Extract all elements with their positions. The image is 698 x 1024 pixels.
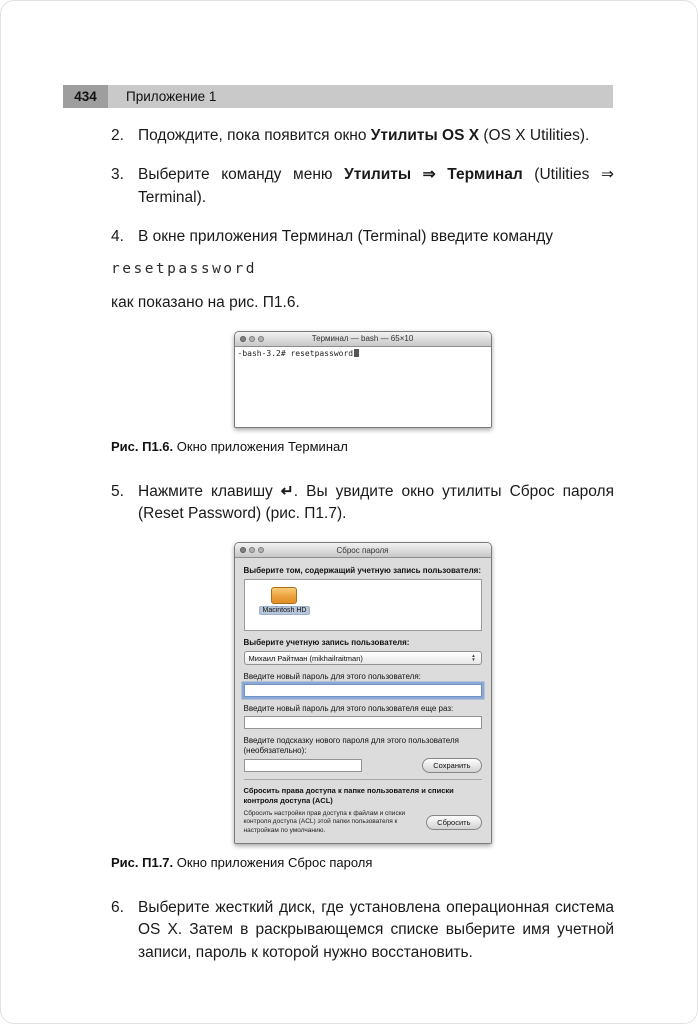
bold-run: Терминал <box>447 166 523 184</box>
password-field <box>244 684 482 697</box>
list-item-3 <box>111 164 614 209</box>
caption-text: Окно приложения Сброс пароля <box>173 855 373 870</box>
text-run: Выберите жесткий диск, где установлена операционная система OS X. Затем в раскрывающемся списке выберите имя учетной записи, пароль к которой нужно восстановить. <box>138 899 614 961</box>
terminal-window <box>234 331 492 428</box>
text-after-code: как показано на рис. П1.6. <box>111 294 300 312</box>
list-number-6: 6. <box>111 899 124 916</box>
terminal-output <box>235 347 491 427</box>
reset-window-title: Сброс пароля <box>336 545 389 555</box>
list-number-5: 5. <box>111 482 124 500</box>
account-popup-button <box>244 651 482 665</box>
hint-row <box>244 758 482 773</box>
hard-drive-icon <box>271 587 297 604</box>
reset-password-window <box>234 542 492 844</box>
account-heading: Выберите учетную запись пользователя: <box>243 638 410 648</box>
page-header <box>63 85 613 108</box>
text-run: Нажмите клавишу <box>138 482 281 500</box>
text-run: Выберите команду меню <box>138 166 345 184</box>
text-run: В окне приложения Терминал (Terminal) введите команду <box>138 227 553 245</box>
bold-run: Утилиты <box>344 166 412 184</box>
volume-name: Macintosh HD <box>259 606 311 615</box>
terminal-prompt-text: -bash-3.2# resetpassword <box>237 348 354 358</box>
caption-label: Рис. П1.7. <box>111 855 174 870</box>
minimize-button-icon <box>249 336 255 342</box>
account-popup-value: Михаил Райтман (mikhailraitman) <box>248 653 363 663</box>
hint-field <box>244 759 362 772</box>
figure-reset-password <box>111 542 614 844</box>
list-item-6 <box>111 897 614 964</box>
password2-label: Введите новый пароль для этого пользователя еще раз: <box>243 704 454 714</box>
list-item-5 <box>111 481 614 526</box>
acl-row <box>244 810 482 835</box>
text-run: . Вы увидите окно утилиты Сброс пароля (Reset Password) (рис. П1.7). <box>138 482 614 522</box>
spacer <box>111 870 614 897</box>
list-item-4 <box>111 226 614 248</box>
terminal-cursor <box>354 349 359 357</box>
caption-fig-p1-7 <box>111 855 614 870</box>
page-content <box>111 125 614 981</box>
figure-terminal <box>111 331 614 428</box>
save-button: Сохранить <box>422 758 481 773</box>
bold-run: Утилиты OS X <box>370 127 480 144</box>
password2-field <box>244 716 482 729</box>
separator <box>244 779 482 780</box>
volume-list <box>244 579 482 631</box>
running-head: Приложение 1 <box>126 89 217 104</box>
terminal-window-title: Терминал — bash — 65×10 <box>311 334 414 344</box>
list-number-2: 2. <box>111 127 124 144</box>
list-item-2 <box>111 125 614 147</box>
acl-heading: Сбросить права доступа к папке пользователя и списки контроля доступа (ACL) <box>243 786 454 805</box>
list-number-3: 3. <box>111 166 124 184</box>
return-key-icon: ↵ <box>280 482 294 500</box>
page-number: 434 <box>63 85 108 108</box>
volume-item-macintosh-hd <box>259 587 311 615</box>
list-number-4: 4. <box>111 227 124 245</box>
terminal-titlebar <box>235 332 491 347</box>
spacer <box>111 454 614 481</box>
hint-label: Введите подсказку нового пароля для этого пользователя (необязательно): <box>243 736 459 756</box>
minimize-button-icon <box>249 547 255 553</box>
password-label: Введите новый пароль для этого пользователя: <box>243 672 421 682</box>
text-run: Подождите, пока появится окно <box>138 127 371 144</box>
zoom-button-icon <box>258 336 264 342</box>
caption-fig-p1-6 <box>111 439 614 454</box>
volume-heading: Выберите том, содержащий учетную запись пользователя: <box>243 566 481 576</box>
text-run: (Utilities ⇒ Terminal). <box>138 166 614 206</box>
caption-text: Окно приложения Терминал <box>173 438 348 454</box>
reset-acl-button: Сбросить <box>426 815 481 830</box>
close-button-icon <box>240 547 246 553</box>
caption-label: Рис. П1.6. <box>111 438 174 454</box>
reset-window-body <box>235 558 491 843</box>
code-resetpassword: resetpassword <box>111 261 257 278</box>
popup-arrows-icon: ▲ ▼ <box>471 653 476 663</box>
acl-description: Сбросить настройки прав доступа к файлам и списки контроля доступа (ACL) этой папки пользователя к настройкам по умолчанию. <box>243 809 406 834</box>
zoom-button-icon <box>258 547 264 553</box>
text-run: (OS X Utilities). <box>479 127 590 144</box>
close-button-icon <box>240 336 246 342</box>
arrow-glyph: ⇒ <box>411 166 448 184</box>
reset-titlebar <box>235 543 491 558</box>
